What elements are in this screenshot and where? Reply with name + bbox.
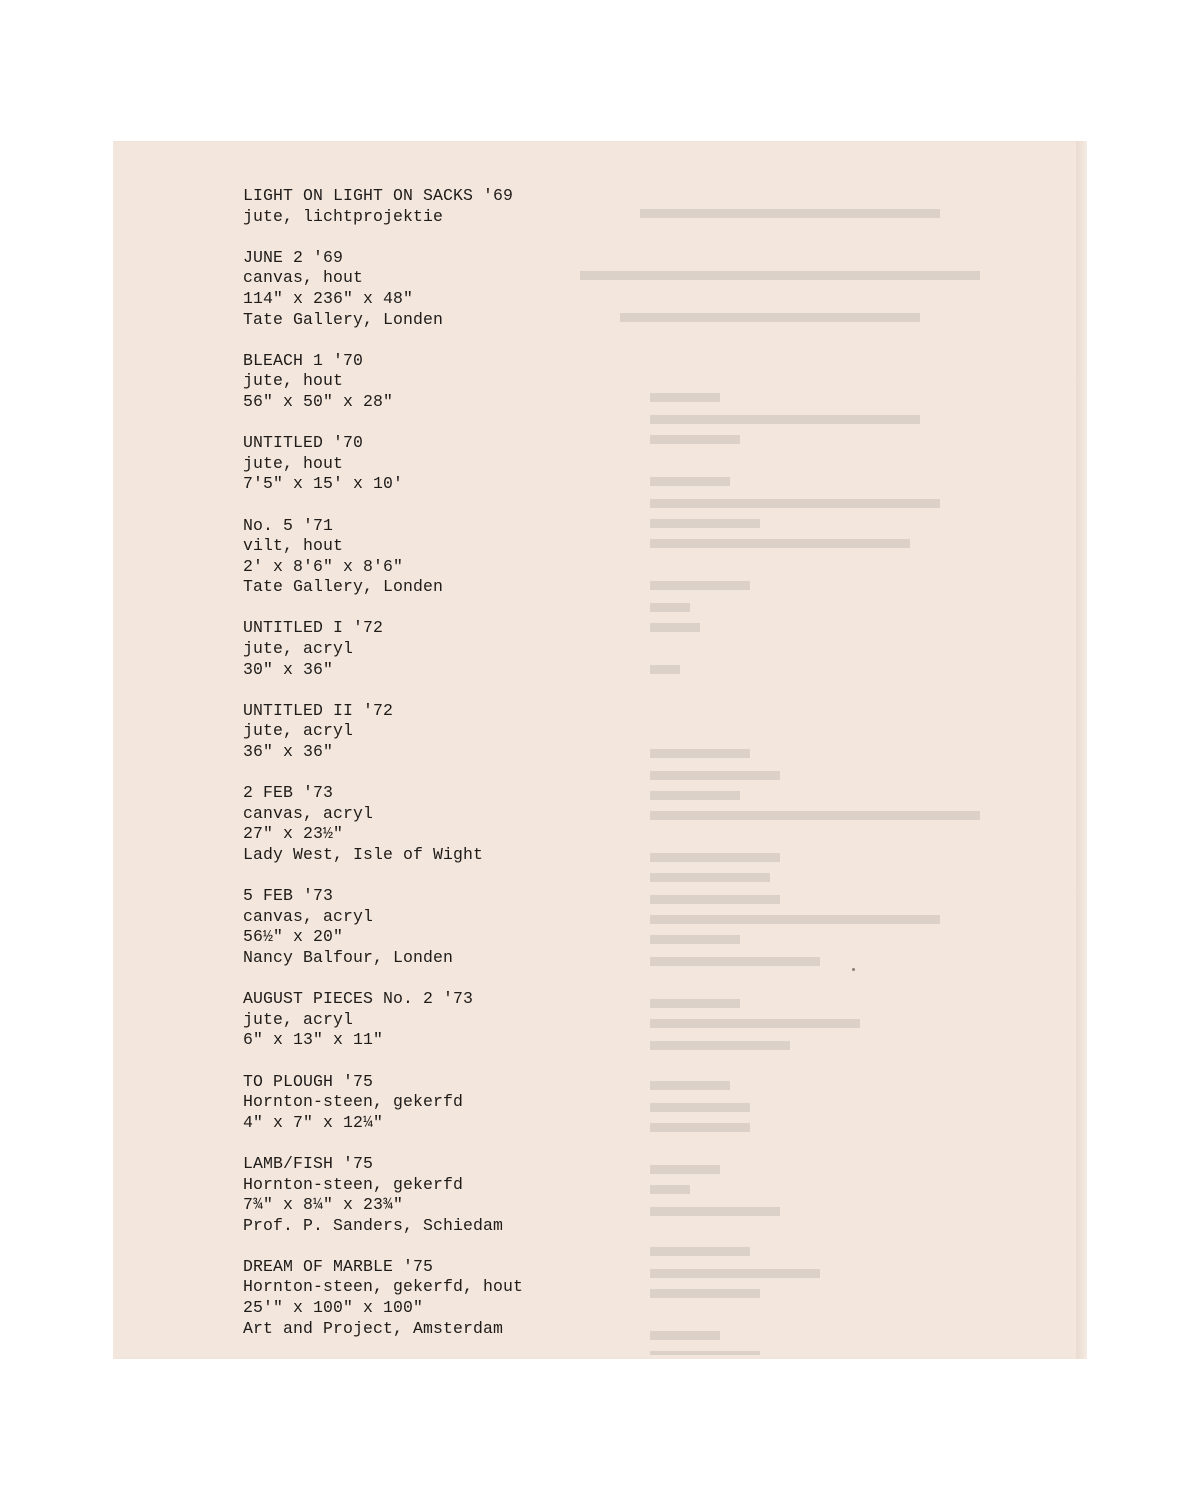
catalogue-entry: [243, 351, 803, 413]
entry-dimensions: 36" x 36": [243, 742, 334, 762]
entry-title: JUNE 2 '69: [243, 247, 344, 267]
entry-materials: jute, acryl: [243, 639, 354, 659]
entry-materials: Hornton-steen, gekerfd, hout: [243, 1277, 524, 1297]
entry-materials: jute, acryl: [243, 1009, 354, 1029]
entry-dimensions: 56½" x 20": [243, 927, 344, 947]
catalogue-entry: [243, 886, 803, 968]
entry-title: No. 5 '71: [243, 515, 334, 535]
catalogue-entry: [243, 989, 803, 1051]
entry-collection: Tate Gallery, Londen: [243, 309, 444, 329]
entry-dimensions: 25'" x 100" x 100": [243, 1298, 424, 1318]
entry-title: TO PLOUGH '75: [243, 1071, 374, 1091]
entry-dimensions: 4" x 7" x 12¼": [243, 1112, 384, 1132]
entry-collection: Prof. P. Sanders, Schiedam: [243, 1215, 504, 1235]
paper-speck: [852, 968, 855, 971]
catalogue-entry: [243, 1154, 803, 1236]
entry-materials: jute, hout: [243, 371, 344, 391]
entry-title: DREAM OF MARBLE '75: [243, 1256, 434, 1276]
entry-materials: jute, acryl: [243, 721, 354, 741]
entry-materials: vilt, hout: [243, 536, 344, 556]
catalogue-entry-list: [243, 186, 803, 1360]
entry-title: BLEACH 1 '70: [243, 350, 364, 370]
entry-title: UNTITLED '70: [243, 433, 364, 453]
entry-dimensions: 2' x 8'6" x 8'6": [243, 556, 404, 576]
catalogue-entry: [243, 618, 803, 680]
entry-collection: Nancy Balfour, Londen: [243, 947, 454, 967]
entry-dimensions: 56" x 50" x 28": [243, 391, 394, 411]
entry-materials: canvas, acryl: [243, 906, 374, 926]
entry-dimensions: 6" x 13" x 11": [243, 1030, 384, 1050]
entry-title: 2 FEB '73: [243, 783, 334, 803]
catalogue-entry: [243, 783, 803, 865]
entry-title: 5 FEB '73: [243, 886, 334, 906]
entry-materials: jute, lichtprojektie: [243, 206, 444, 226]
entry-collection: Lady West, Isle of Wight: [243, 845, 484, 864]
entry-title: UNTITLED II '72: [243, 700, 394, 720]
entry-materials: jute, hout: [243, 453, 344, 473]
catalogue-entry: [243, 186, 803, 227]
entry-collection: Art and Project, Amsterdam: [243, 1318, 504, 1338]
entry-collection: Tate Gallery, Londen: [243, 577, 444, 597]
catalogue-entry: [243, 433, 803, 495]
entry-materials: canvas, acryl: [243, 803, 374, 823]
entry-dimensions: 27" x 23½": [243, 824, 344, 844]
catalogue-entry: [243, 248, 803, 330]
entry-title: AUGUST PIECES No. 2 '73: [243, 989, 474, 1009]
entry-materials: Hornton-steen, gekerfd: [243, 1092, 464, 1112]
entry-dimensions: 7¾" x 8¼" x 23¾": [243, 1195, 404, 1215]
entry-dimensions: 30" x 36": [243, 659, 334, 679]
entry-materials: canvas, hout: [243, 268, 364, 288]
catalogue-entry: [243, 1072, 803, 1134]
entry-materials: Hornton-steen, gekerfd: [243, 1174, 464, 1194]
entry-title: LAMB/FISH '75: [243, 1153, 374, 1173]
catalogue-entry: [243, 516, 803, 598]
entry-dimensions: 7'5" x 15' x 10': [243, 474, 404, 494]
entry-title: UNTITLED I '72: [243, 618, 384, 638]
catalogue-entry: [243, 701, 803, 763]
page-edge-shadow: [1076, 141, 1087, 1359]
entry-title: LIGHT ON LIGHT ON SACKS '69: [243, 186, 514, 205]
entry-dimensions: 114" x 236" x 48": [243, 288, 414, 308]
catalogue-entry: [243, 1257, 803, 1339]
